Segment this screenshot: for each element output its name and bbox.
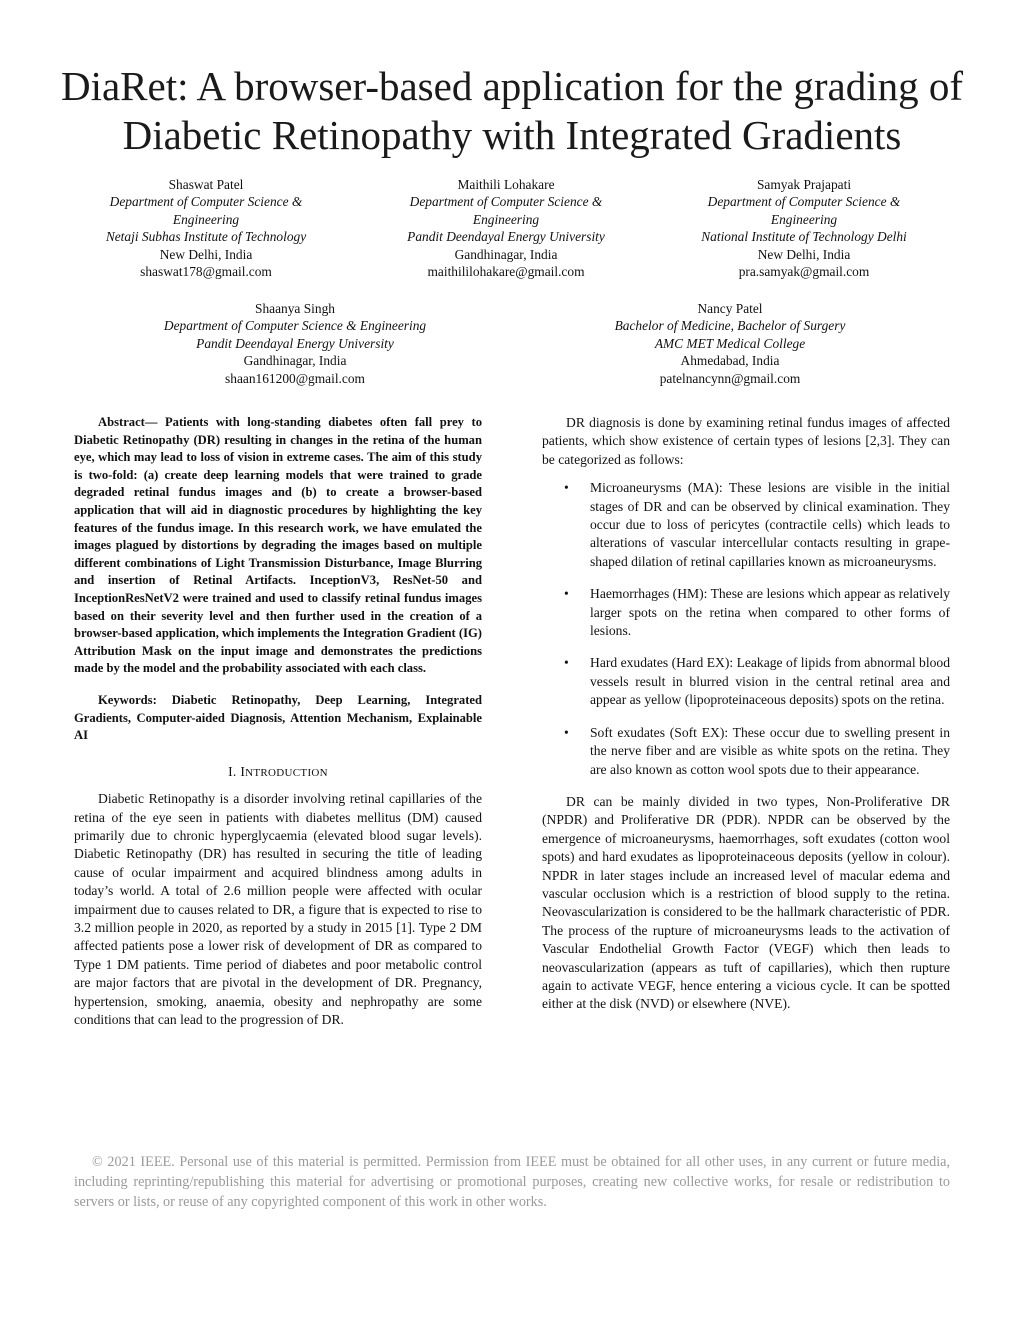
author-department: Department of Computer Science & Engineering [109, 194, 303, 227]
section-title-initial: I [240, 763, 246, 779]
paper-title: DiaRet: A browser-based application for the grading of Diabetic Retinopathy with Integrated Gradients [60, 63, 964, 158]
author-block [140, 300, 450, 387]
author-block [386, 176, 626, 280]
list-item-text: Hard exudates (Hard EX): Leakage of lipids from abnormal blood vessels result in blurred vision in the central retinal area and appear as yellow (lipoproteinaceous deposits) spots on the retina. [590, 655, 950, 708]
list-item-text: Microaneurysms (MA): These lesions are visible in the initial stages of DR and can be observed by clinical examination. They occur due to loss of pericytes (contractile cells) which leads to alterations of vascular intercellular contacts resulting in grape-shaped dilation of retinal capillaries known as microaneurysms. [590, 480, 950, 569]
author-name: Nancy Patel [697, 301, 763, 316]
author-department: Department of Computer Science & Engineering [707, 194, 901, 227]
author-department: Bachelor of Medicine, Bachelor of Surgery [614, 318, 846, 334]
author-institution: National Institute of Technology Delhi [701, 229, 907, 245]
author-institution: Netaji Subhas Institute of Technology [105, 229, 307, 245]
author-name: Shaanya Singh [255, 301, 335, 316]
lesion-list [542, 479, 950, 779]
bullet-icon: • [564, 655, 569, 671]
bullet-icon: • [564, 724, 569, 740]
author-email: shaswat178@gmail.com [140, 264, 272, 280]
keywords: Keywords: Diabetic Retinopathy, Deep Learning, Integrated Gradients, Computer-aided Diagnosis, Attention Mechanism, Explainable AI [74, 692, 482, 743]
author-city: Gandhinagar, India [243, 353, 347, 369]
author-block [86, 176, 326, 280]
author-block [580, 300, 880, 387]
author-city: Ahmedabad, India [680, 353, 780, 369]
list-item [542, 479, 950, 571]
author-city: New Delhi, India [159, 246, 253, 262]
bullet-icon: • [564, 586, 569, 602]
author-institution: AMC MET Medical College [654, 335, 806, 351]
left-column [74, 414, 482, 1029]
author-institution: Pandit Deendayal Energy University [196, 335, 394, 351]
abstract: Abstract— Patients with long-standing diabetes often fall prey to Diabetic Retinopathy (DR) resulting in changes in the retina of the human eye, which may lead to loss of vision in extreme cases. The aim of this study is two-fold: (a) create deep learning models that were trained to grade degraded retinal fundus images and (b) to create a browser-based application that will aid in diagnostic procedures by highlighting the key features of the fundus image. In this research work, we have emulated the images plagued by distortions by degrading the images based on multiple different combinations of Light Transmission Disturbance, Image Blurring and insertion of Retinal Artifacts. InceptionV3, ResNet-50 and InceptionResNetV2 were trained and used to classify retinal fundus images based on their severity level and then further used in the creation of a browser-based application, which implements the Integration Gradient (IG) Attribution Mask on the input image and demonstrates the predictions made by the model and the probability associated with each class. [74, 415, 482, 676]
author-block [680, 176, 928, 280]
author-email: shaan161200@gmail.com [225, 370, 365, 386]
author-email: pra.samyak@gmail.com [738, 264, 870, 280]
right-column [542, 414, 950, 1014]
dr-types-paragraph: DR can be mainly divided in two types, Non-Proliferative DR (NPDR) and Proliferative DR (PDR). NPDR can be observed by the emergence of microaneurysms, haemorrhages, soft exudates (cotton wool spots) and hard exudates as lipoproteinaceous deposits (yellow in colour). NPDR in later stages include an increased level of macular edema and vascular occlusion which is a restriction of blood supply to the retina. Neovascularization is considered to be the hallmark characteristic of PDR. The process of the rupture of microaneurysms leads to the activation of Vascular Endothelial Growth Factor (VEGF) which then leads to neovascularization (appears as tuft of capillaries), which then rupture again to activate VEGF, hence entering a vicious cycle. It can be spotted either at the disk (NVD) or elsewhere (NVE). [542, 793, 950, 1012]
author-institution: Pandit Deendayal Energy University [407, 229, 605, 245]
section-heading-introduction [74, 763, 482, 782]
author-name: Maithili Lohakare [457, 177, 555, 192]
author-name: Samyak Prajapati [756, 177, 852, 192]
list-item-text: Soft exudates (Soft EX): These occur due to swelling present in the nerve fiber and are visible as white spots on the retina. They are also known as cotton wool spots due to their appearance. [590, 724, 950, 777]
author-department: Department of Computer Science & Engineering [163, 318, 427, 334]
author-email: patelnancynn@gmail.com [659, 370, 801, 386]
author-department: Department of Computer Science & Engineering [409, 194, 603, 227]
list-item [542, 654, 950, 709]
author-city: Gandhinagar, India [454, 246, 558, 262]
section-title-rest: NTRODUCTION [245, 766, 328, 779]
lesions-intro-paragraph: DR diagnosis is done by examining retinal fundus images of affected patients, which show existence of certain types of lesions [2,3]. They can be categorized as follows: [542, 415, 950, 467]
bullet-icon: • [564, 480, 569, 496]
copyright-notice: © 2021 IEEE. Personal use of this material is permitted. Permission from IEEE must be obtained for all other uses, in any current or future media, including reprinting/republishing this material for advertising or promotional purposes, creating new collective works, for resale or redistribution to servers or lists, or reuse of any copyrighted component of this work in other works. [74, 1154, 950, 1210]
list-item [542, 585, 950, 640]
list-item-text: Haemorrhages (HM): These are lesions which appear as relatively larger spots on the retina when compared to other forms of lesions. [590, 586, 950, 639]
author-city: New Delhi, India [757, 246, 851, 262]
author-email: maithililohakare@gmail.com [427, 264, 585, 280]
author-name: Shaswat Patel [168, 177, 244, 192]
introduction-paragraph: Diabetic Retinopathy is a disorder involving retinal capillaries of the retina of the eye seen in patients with diabetes mellitus (DM) caused primarily due to chronic hyperglycaemia (elevated blood sugar levels). Diabetic Retinopathy (DR) has resulted in securing the title of leading cause of ocular impairment and acquired blindness among adults in today’s world. A total of 2.6 million people were affected with ocular impairment due to causes related to DR, a figure that is expected to rise to 3.2 million people in 2020, as reported by a study in 2015 [1]. Type 2 DM affected patients pose a lower risk of development of DR as compared to Type 1 DM patients. Time period of diabetes and poor metabolic control are major factors that are pivotal in the development of DR. Pregnancy, hypertension, smoking, anaemia, obesity and nephropathy are some conditions that can lead to the progression of DR. [74, 791, 482, 1027]
list-item [542, 724, 950, 779]
section-numeral: I. [228, 763, 237, 779]
